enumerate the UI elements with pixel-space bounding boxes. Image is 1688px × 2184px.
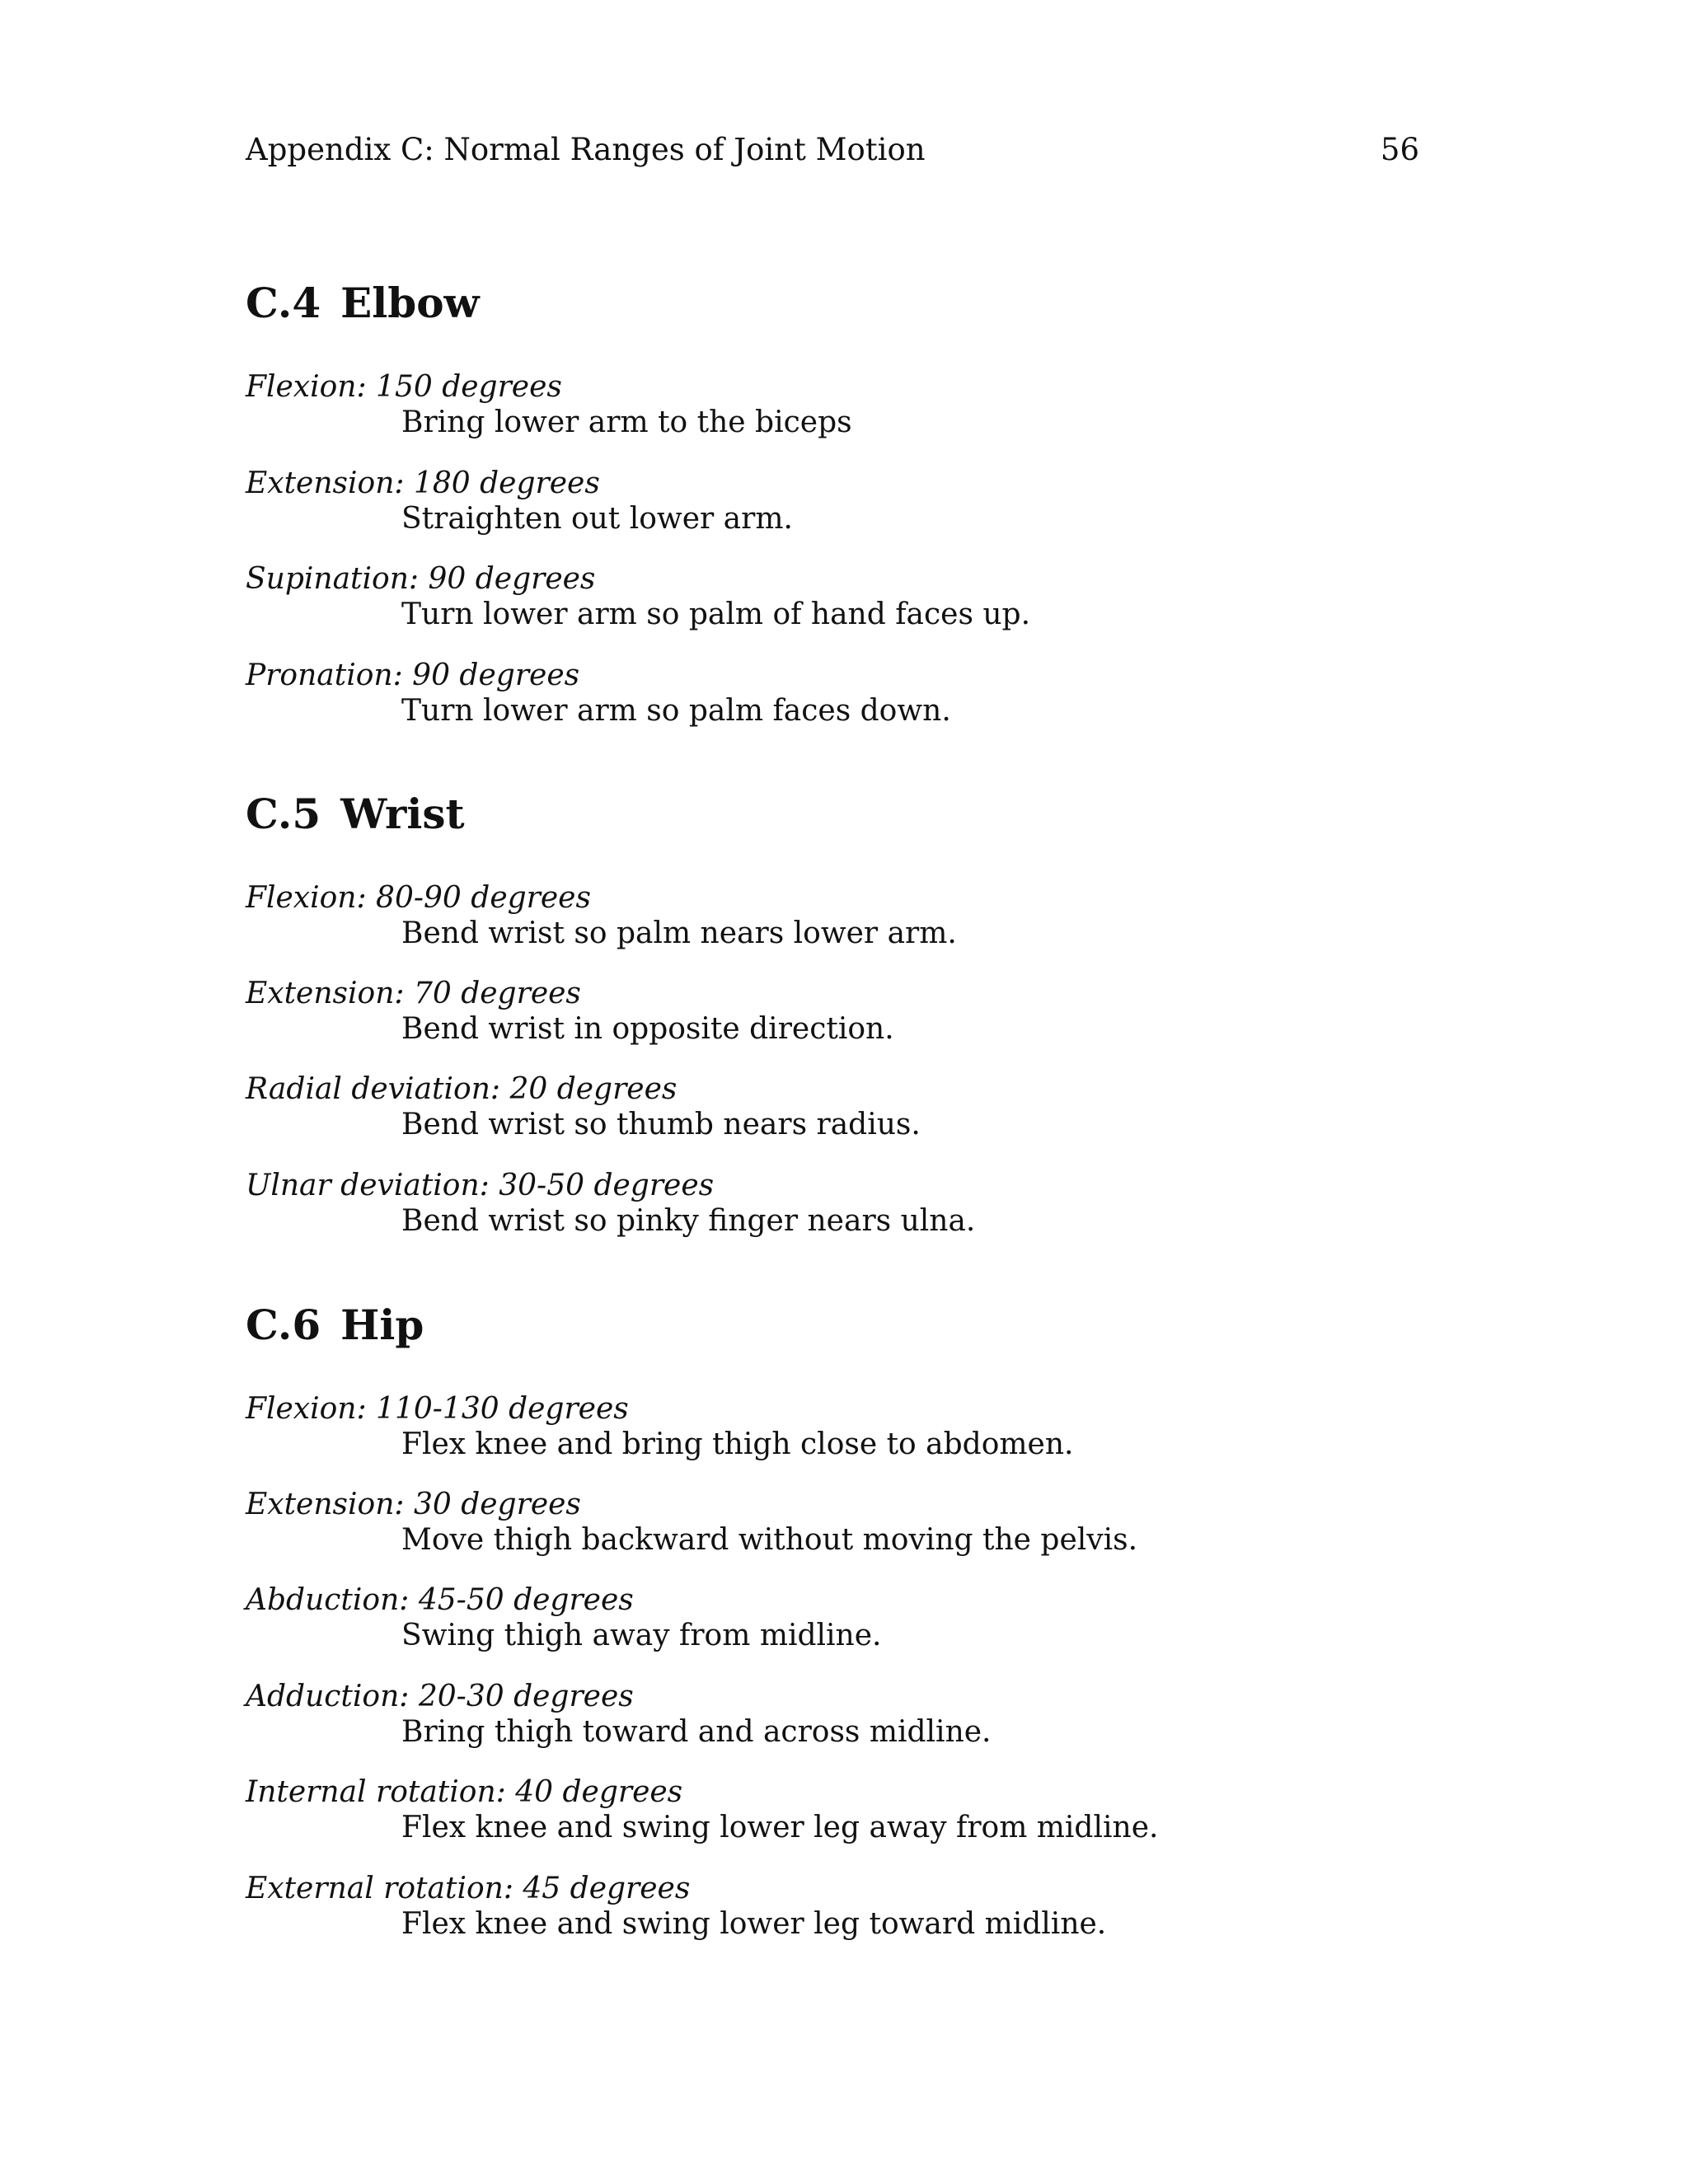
section-title: Elbow (340, 279, 480, 327)
entry-term: Flexion: 80-90 degrees (246, 881, 591, 915)
entry-description: Swing thigh away from midline. (401, 1619, 882, 1652)
entry-description: Straighten out lower arm. (401, 502, 793, 536)
entry-term: Extension: 70 degrees (246, 977, 581, 1010)
entry-description: Bend wrist in opposite direction. (401, 1012, 894, 1046)
entry-description: Bend wrist so pinky finger nears ulna. (401, 1204, 976, 1238)
entry-description: Move thigh backward without moving the pelvis. (401, 1523, 1138, 1557)
entry-term: Internal rotation: 40 degrees (246, 1775, 683, 1809)
entry-term: Adduction: 20-30 degrees (246, 1680, 634, 1713)
section-title: Wrist (340, 790, 465, 838)
section-heading-elbow (246, 279, 480, 328)
entry-term: Flexion: 110-130 degrees (246, 1392, 629, 1426)
entry-term: Ulnar deviation: 30-50 degrees (246, 1169, 715, 1202)
page-number: 56 (1380, 132, 1419, 167)
entry-description: Turn lower arm so palm faces down. (401, 694, 951, 728)
entry-term: External rotation: 45 degrees (246, 1872, 691, 1905)
section-title: Hip (340, 1301, 424, 1349)
entry-term: Abduction: 45-50 degrees (246, 1583, 634, 1617)
entry-description: Bring thigh toward and across midline. (401, 1715, 992, 1749)
entry-term: Pronation: 90 degrees (246, 658, 580, 692)
running-header-title: Appendix C: Normal Ranges of Joint Motion (246, 132, 926, 167)
entry-term: Extension: 180 degrees (246, 466, 600, 500)
entry-description: Flex knee and bring thigh close to abdomen. (401, 1427, 1074, 1461)
section-number: C.4 (246, 279, 321, 327)
section-number: C.6 (246, 1301, 321, 1349)
entry-description: Flex knee and swing lower leg away from midline. (401, 1811, 1159, 1844)
entry-description: Bend wrist so thumb nears radius. (401, 1108, 921, 1141)
section-heading-wrist (246, 790, 465, 839)
section-number: C.5 (246, 790, 321, 838)
entry-term: Extension: 30 degrees (246, 1488, 581, 1521)
entry-description: Flex knee and swing lower leg toward midline. (401, 1907, 1107, 1941)
entry-description: Turn lower arm so palm of hand faces up. (401, 598, 1031, 631)
section-heading-hip (246, 1301, 424, 1350)
entry-term: Radial deviation: 20 degrees (246, 1072, 678, 1106)
entry-description: Bend wrist so palm nears lower arm. (401, 916, 957, 950)
entry-term: Flexion: 150 degrees (246, 370, 562, 404)
entry-description: Bring lower arm to the biceps (401, 405, 852, 439)
entry-term: Supination: 90 degrees (246, 562, 596, 596)
